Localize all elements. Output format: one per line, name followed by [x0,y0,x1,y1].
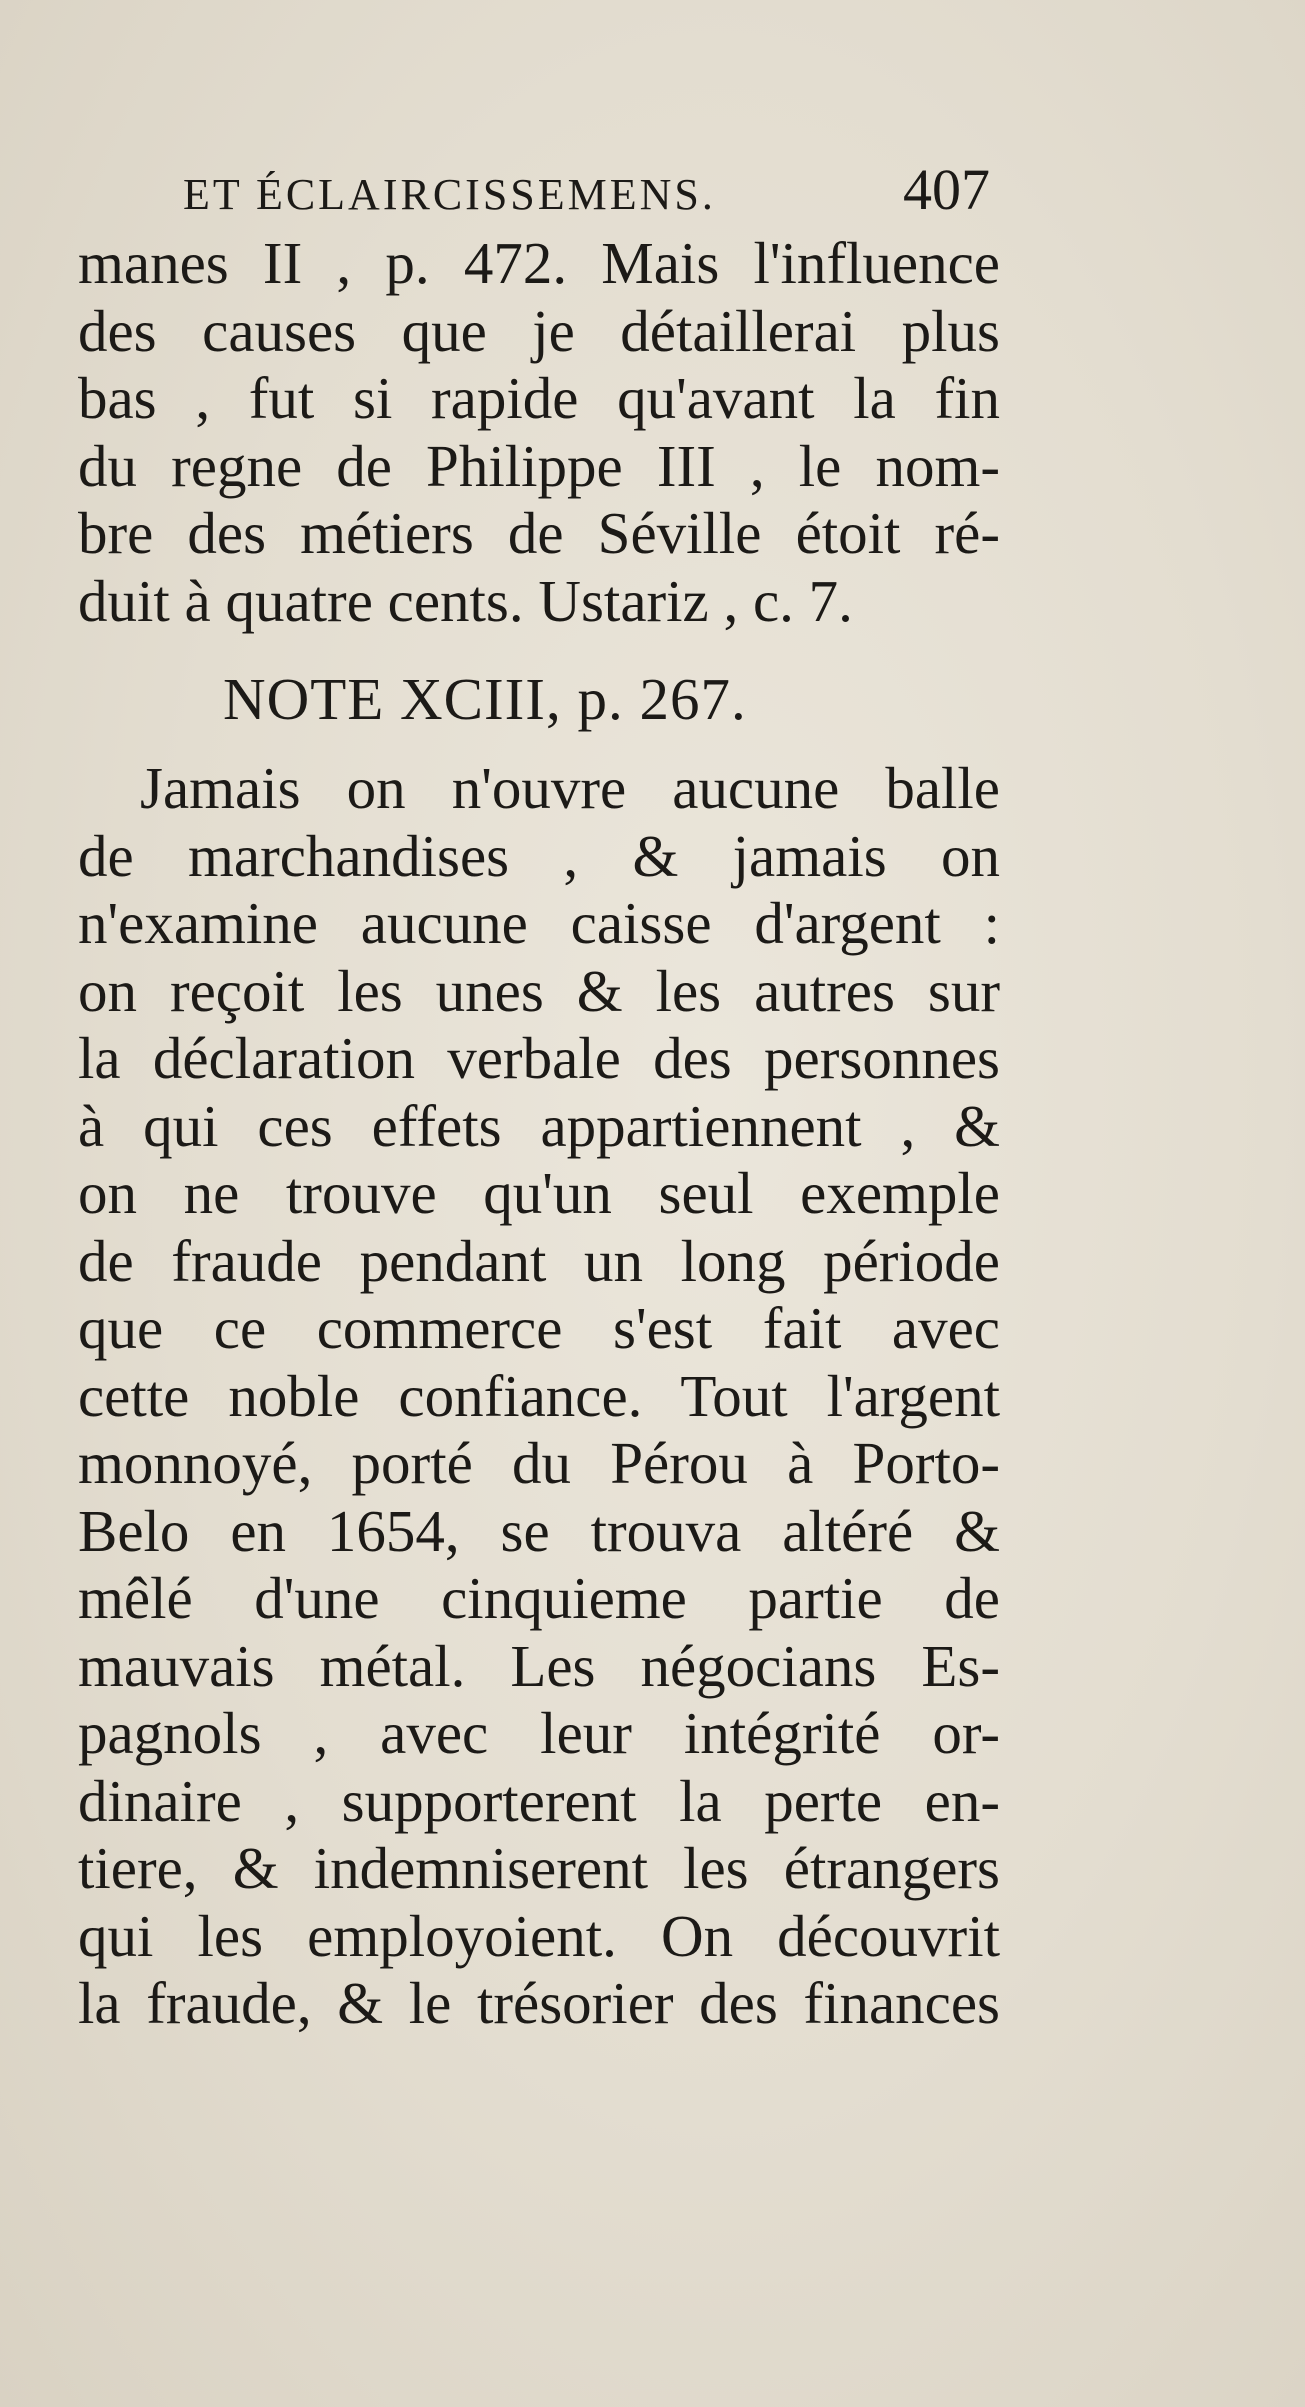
text-line: duit à quatre cents. Ustariz , c. 7. [78,567,853,634]
text-line: du regne de Philippe III , le nom- [78,432,1000,499]
page-text [78,150,1000,2038]
note-heading: NOTE XCIII, p. 267. [223,666,747,732]
page-header [183,150,1000,230]
page-number: 407 [903,157,990,222]
text-line: cette noble confiance. Tout l'argent [78,1362,1000,1429]
text-line: qui les employoient. On découvrit [78,1902,1000,1969]
text-line: on ne trouve qu'un seul exemple [78,1160,1000,1226]
text-line: monnoyé, porté du Pérou à Porto- [78,1430,1000,1496]
text-line: Belo en 1654, se trouva altéré & [78,1497,1000,1564]
text-line: tiere, & indemniserent les étrangers [78,1835,1000,1901]
text-line: mauvais métal. Les négocians Es- [78,1632,1000,1699]
text-line: manes II , p. 472. Mais l'influence [78,230,1000,296]
text-line: dinaire , supporterent la perte en- [78,1767,1000,1834]
running-title: ET ÉCLAIRCISSEMENS. [183,170,716,219]
text-line: bre des métiers de Séville étoit ré- [78,500,1000,566]
note-paragraph [78,755,1000,2038]
text-line: de fraude pendant un long période [78,1227,1000,1294]
text-line: à qui ces effets appartiennent , & [78,1092,1000,1159]
text-line: Jamais on n'ouvre aucune balle [140,755,1000,821]
continuation-paragraph [78,230,1000,635]
text-line: des causes que je détaillerai plus [78,297,1000,364]
text-line: pagnols , avec leur intégrité or- [78,1700,1000,1766]
text-line: la fraude, & le trésorier des finances [78,1970,1000,2036]
text-line: n'examine aucune caisse d'argent : [78,890,1000,956]
text-line: on reçoit les unes & les autres sur [78,957,1000,1024]
text-line: bas , fut si rapide qu'avant la fin [78,365,1000,431]
text-line: mêlé d'une cinquieme partie de [78,1565,1000,1631]
text-line: de marchandises , & jamais on [78,822,1000,889]
text-line: la déclaration verbale des personnes [78,1025,1000,1091]
text-line: que ce commerce s'est fait avec [78,1295,1000,1361]
